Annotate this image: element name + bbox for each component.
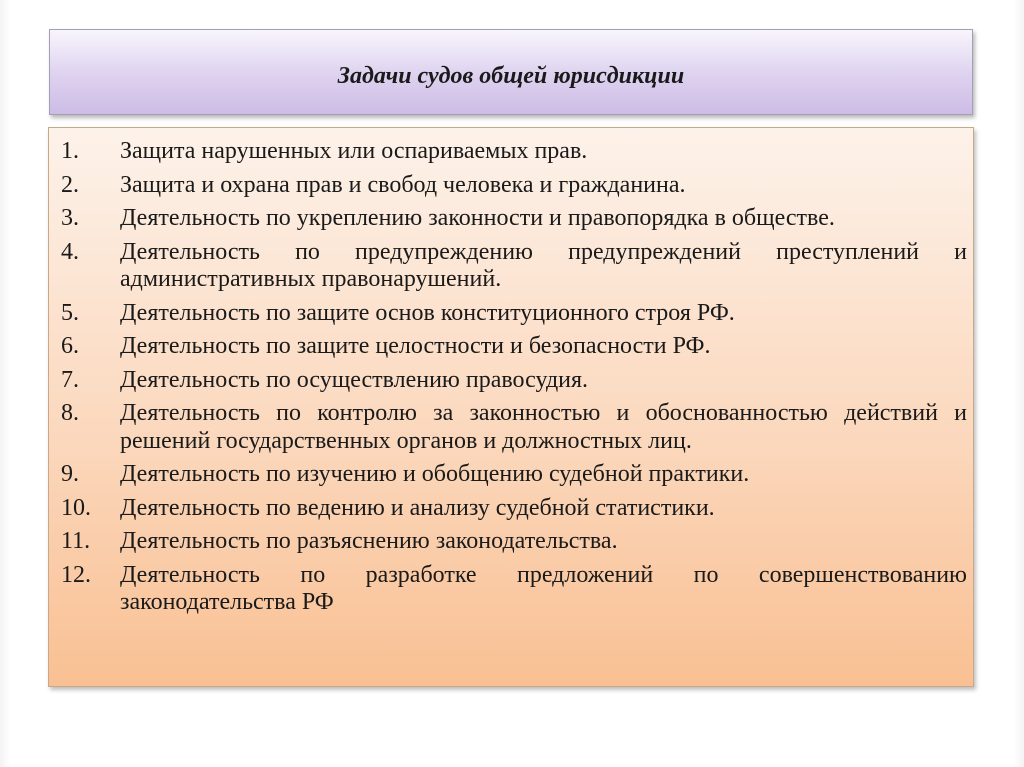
item-number: 1. — [61, 138, 79, 164]
list-item — [61, 400, 967, 455]
list-item — [61, 205, 967, 233]
item-text: Деятельность по защите целостности и безопасности РФ. — [120, 333, 711, 359]
list-item — [61, 528, 967, 556]
item-text: Деятельность по контролю за законностью и обоснованностью действий и решений государственных органов и должностных лиц. — [120, 400, 967, 454]
list-item — [61, 138, 967, 166]
item-text: Деятельность по ведению и анализу судебной статистики. — [120, 494, 715, 521]
item-number: 3. — [61, 205, 79, 231]
item-number: 2. — [61, 171, 79, 198]
item-text: Деятельность по разъяснению законодательства. — [120, 528, 618, 554]
item-text: Деятельность по укреплению законности и правопорядка в обществе. — [120, 205, 835, 231]
item-number: 11. — [61, 528, 91, 554]
item-text: Деятельность по защите основ конституционного строя РФ. — [120, 299, 735, 326]
list-item — [61, 495, 967, 523]
item-number: 8. — [61, 400, 79, 426]
item-number: 6. — [61, 333, 79, 359]
slide-title: Задачи судов общей юрисдикции — [337, 63, 685, 89]
list-item — [61, 300, 967, 328]
content-box — [48, 127, 974, 687]
list-item — [61, 172, 967, 200]
list-item — [61, 562, 967, 617]
list-item — [61, 333, 967, 361]
item-number: 10. — [61, 494, 91, 521]
item-number: 7. — [61, 366, 79, 393]
item-text: Деятельность по изучению и обобщению судебной практики. — [120, 461, 750, 487]
item-text: Защита и охрана прав и свобод человека и гражданина. — [120, 171, 686, 198]
item-text: Деятельность по осуществлению правосудия. — [120, 366, 589, 393]
item-text: Деятельность по предупреждению предупреждений преступлений и административных правонарушений. — [120, 238, 967, 292]
item-number: 12. — [61, 561, 91, 588]
slide-edge-left — [0, 0, 10, 767]
item-number: 5. — [61, 299, 79, 326]
list-item — [61, 239, 967, 294]
title-box — [49, 29, 973, 115]
list-item — [61, 367, 967, 395]
list-item — [61, 461, 967, 489]
item-number: 4. — [61, 238, 79, 265]
tasks-list — [61, 138, 967, 623]
item-number: 9. — [61, 461, 79, 487]
item-text: Защита нарушенных или оспариваемых прав. — [120, 138, 588, 164]
slide-edge-right — [1014, 0, 1024, 767]
item-text: Деятельность по разработке предложений по совершенствованию законодательства РФ — [120, 561, 967, 615]
